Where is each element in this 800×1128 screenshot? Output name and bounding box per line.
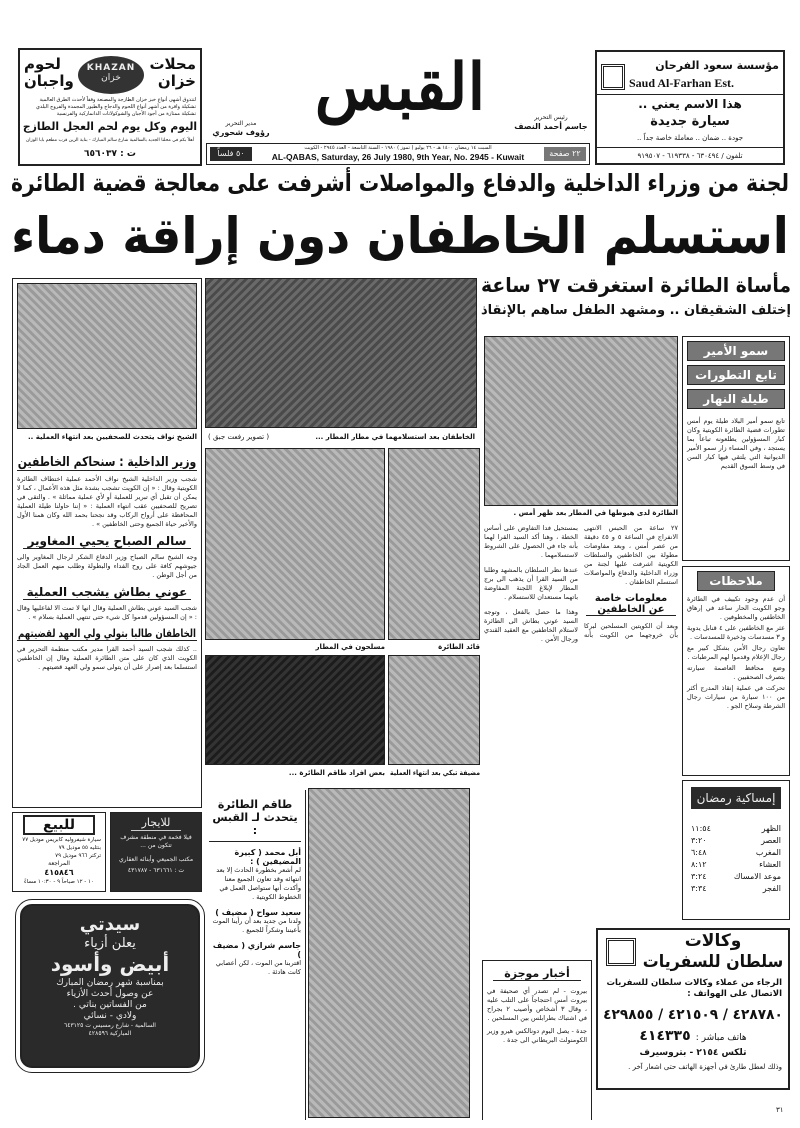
left-column-title: وزير الداخلية : سنحاكم الخاطفين [17,455,197,470]
sidi-line1: يعلن أزياء [84,936,136,951]
sidi-line6: ولادي - نسائي [83,1011,137,1021]
pages-badge: ٢٢ صفحة [544,147,586,161]
prayer-name: الفجر [762,884,781,893]
left-text-4: .. كذلك شجب السيد أحمد القرا مدير مكتب منظمة التحرير في الكويت الذي كان على متن الطائرة العملية وقال إن الخاطفين استسلما بعد إصرار على أن يتولى سمو ولي العهد قضيتهم . [17,645,197,671]
sale-title: للبيع [23,815,95,835]
khazan-bullet: تشكيلة وافرة من أشهر أنواع اللحوم والدجاج والطيور المجمدة والفروج البلدي [35,104,196,110]
center-story-text-2: وبعد أن الكويتين المسلحين لبركا بأن خروجهما من الكويت بأنه بمستحيل فدا التفاوض على أساس الخطة ، وهنا أكد السيد القرا لهما بأنه جاء في الحصول على الشروط لاستسلامهما . [484,524,678,639]
left-column [12,278,202,808]
prayer-name: العصر [761,836,781,845]
sub-hijackers-demand: الخاطفان طالبا بتولي ولي العهد لقضيتهم [17,627,197,640]
news-brief-title: أخبار موجزة [493,967,581,981]
khazan-logo-ar: خزان [101,73,121,83]
headline-main: استسلم الخاطفان دون إراقة دماء [11,207,789,265]
sidi-addr2: المباركية ٤٢٨٥٩٦ [88,1030,132,1037]
sidi-brand: سيدتي [79,914,141,935]
khazan-slogan: اليوم وكل يوم لحم العجل الطازج [22,120,198,133]
sultan-telex: تلكس ٢١٥٤ - بتروسيرف [639,1048,747,1058]
caption-crew: بعض افراد طاقم الطائرة ... [288,769,385,777]
sultan-phones: ٤٢٨٧٨٠ / ٤٢١٥٠٩ / ٤٢٩٨٥٥ [603,1007,783,1023]
prayer-time: ٨:١٢ [691,860,707,869]
editor-in-chief: جاسم أحمد النصف [514,122,588,131]
farhan-name-ar: مؤسسة سعود الفرحان [655,59,779,72]
ad-saud-al-farhan [595,50,785,165]
prayer-times-title: إمساكية رمضان [691,787,781,809]
prayer-name: المغرب [755,848,781,857]
photo-gunman [205,448,385,640]
dateline-bar [206,143,590,165]
news-item: بيروت - لم تصدر أي صحيفة في بيروت أمس احتجاجاً على التلب عليه ، وقال ٣ أشخاص وأصيب ٢ بجراح في اشتباك بطرابلس بين المسلحين . [487,987,587,1022]
photo-hijackers [205,278,477,428]
crew-name: جاسم شرازي ( مضيف ) [212,941,301,959]
rent-text: فيلا فخمة في منطقة مشرف تتكون من ... [120,834,192,849]
farhan-line3: جودة .. ضمان .. معاملة خاصة جداً .. [636,134,744,142]
story-right-title: مأساة الطائرة استغرقت ٢٧ ساعة [480,273,792,297]
ad-for-sale [12,812,106,892]
photo-captain [388,448,480,640]
prayer-times [682,780,790,920]
khazan-logo-en: KHAZAN [86,63,136,73]
center-story-text: ٢٧ ساعة من الحبس الانتهى الانفراج في الساعة ٥ و ٤٥ دقيقة من عصر أمس ، وبعد مفاوضات مطولة بين الخاطفين والسلطات الكويتية اشرفت عليها لجنة من وزراء الداخلية والدفاع والمواصلات استسلم الخاطفان . [584,524,678,586]
prayer-time: ٣:٢٤ [691,872,707,881]
sultan-direct: ٤١٤٣٣٥ [639,1028,691,1044]
sale-row: تركتر ٩٦٦ موديل ٧٩ [55,853,101,859]
sidi-line3: بمناسبة شهر رمضان المبارك [56,978,164,988]
date-english: AL-QABAS, Saturday, 26 July 1980, 9th Year, No. 2945 - Kuwait [271,152,525,162]
sale-contact-label: المراجعة [48,860,70,867]
caption-stewardess: مضيفة تبكي بعد انتهاء العملية [389,769,480,777]
date-arabic: السبت ١٤ رمضان ١٤٠٠ هـ - ٢٦ يوليو ( تموز ) ١٩٨٠ - السنة التاسعة - العدد ٢٩٤٥ - الكويت [304,145,492,151]
prayer-name: الظهر [761,824,781,833]
photo-sheikh-nawaf [17,283,197,429]
note-item: وضع محافظ العاصمة سيارته بتصرف الصحفيين . [687,664,785,681]
left-text-2: وجه الشيخ سالم الصباح وزير الدفاع الشكر لرجال المغاوير والى جيوشهم كافة على روح الفداء والبطولة وطلب منهم العمل الجاد من أجل الوطن . [17,553,197,579]
note-item: تعاون رجال الأمن بشكل كبير مع رجال الإعلام وقدموا لهم المرطبات . [687,644,785,661]
editor-in-chief-label: رئيس التحرير [534,114,568,121]
sultan-title2: سلطان للسفريات [642,952,784,972]
price-badge: ٥٠ فلساً [210,147,252,161]
photo-crew [205,655,385,765]
farhan-line2: سيارة جديدة [650,114,730,129]
page-number: ٣١ [776,1106,784,1114]
center-story [484,524,678,924]
rent-contact: مكتب الجميعي وأبنائه العقاري [118,856,194,863]
note-item: عثر مع الخاطفين على ٤ قنابل يدوية و ٣ مسدسات وذخيرة للمسدسات . [687,624,785,641]
farhan-line1: هذا الاسم يعني .. [638,97,742,111]
photo-plane [484,336,678,506]
caption-nawaf: الشيخ نواف يتحدث للصحفيين بعد انتهاء العملية .. [27,433,197,441]
center-story-text-3: عندها نظر السلطان بالمشهد وطلبا من السيد القرا أن يذهب الى برج المطار لإبلاغ اللجنة المفاوضة باتهما مستعدان للاستسلام . [484,566,578,601]
left-text-3: شجب السيد عوني بطاش العملية وقال انها لا تمت الا لفاعليها وقال : « إن المسؤولين قدموا كل شيء حتى تنتهي العملية بسلام » . [17,604,197,621]
sidi-addr1: السالمية - شارع رمسيس ت ٦٤٣١٢٥ [64,1022,156,1029]
sultan-text1: الرجاء من عملاء وكالات سلطان للسفريات الاتصال على الهواتف : [606,978,782,999]
ad-sidi-box [20,904,200,1068]
caption-hijackers: الخاطفان بعد استسلامهما في مطار المطار ... [315,433,475,441]
sultan-direct-row [602,1026,784,1047]
ad-sultan-travel [596,928,790,1090]
sidebar-tag: طيلة النهار [687,389,785,409]
khazan-bullet: لتتذوق أشهى أنواع خبز خزان الطازجة والمصنعة وفقاً لأحدث الطرق العالمية [39,97,196,103]
managing-editor: رؤوف شحوري [212,128,270,137]
farhan-phones: تلفون / ٦٣٠٤٩٤ - ٦١٩٣٣٨ - ٩١٩٥٠٧ [637,152,743,160]
sultan-title1: وكالات [684,931,742,951]
sub-hijackers-info: معلومات خاصة عن الخاطفين [586,593,676,616]
khazan-title-left: لحوم واجبان [24,55,74,90]
headline-kicker: لجنة من وزراء الداخلية والدفاع والمواصلات أشرفت على معالجة قضية الطائرة [10,169,790,197]
crew-text: لم أشعر بخطورة الحادث إلا بعد انتهائه وقد تعاون الجميع معنا وأكدت أنها ستواصل العمل في الخطوط الكويتية . [216,866,301,901]
khazan-title-right: محلات خزان [149,55,196,90]
sultan-logo-icon [606,938,636,966]
caption-gunmen: مسلحون في المطار [315,643,385,651]
left-text-1: شجب وزير الداخلية الشيخ نواف الأحمد عملية اختطاف الطائرة الكويتية وقال : « إن الكويت تشجب بشدة مثل هذه الأعمال ، كما لا يمكن أن تقبل أي تبرير للعملية أو لأي عملية مماثلة » . والتقى في تصريح للصحفيين عقب انتهاء العملية : « إننا حاولنا طيلة العملية المحافظة على أرواح الركاب وقد نجحنا بحمد الله وكان همنا الأول والأخير حياة الجميع وحتى الخاطفين » . [17,475,197,528]
news-brief [482,960,592,1120]
sale-row: بنتليه ٥٥ موديل ٧٩ [58,845,101,851]
caption-plane: الطائرة لدى هبوطها في المطار بعد ظهر أمس . [513,509,678,517]
prayer-time: ١١:٥٤ [691,824,711,833]
crew-text: ولدنا من جديد بعد أن رأينا الموت بأعيننا وشكراً للجميع . [212,917,301,934]
sale-phone: ٤١٥٨٤٦ [44,868,74,877]
notes-title: ملاحظات [697,571,775,591]
sidebar-tag: تابع التطورات [687,365,785,385]
khazan-address: أهلاً بكم في محلنا الجديد بالسالمية شارع سالم المبارك - بناية الزين قرب مطعم بابا الوزان [25,138,194,143]
sultan-note: وذلك لعطل طارئ في أجهزة الهاتف حتى اشعار آخر . [628,1063,782,1071]
crew-story-title: طاقم الطائرة يتحدث لـ القبس : [209,798,301,842]
prayer-time: ٣:٢٠ [691,836,707,845]
sale-hours: ١٠ - ١٢ صباحاً ٩ - ١٠:٣٠ مساءً [24,879,94,885]
sub-awni-battash: عوني بطاش يشجب العملية [23,585,191,600]
caption-photo-credit: ( تصوير رفعت جبق ) [208,433,270,441]
khazan-bullet: تشكيلة ممتازة من أجود الأجبان والشوكولاتات الدانماركية والفرنسية [56,111,196,117]
prayer-name: موعد الامساك [733,872,781,881]
sidi-line5: من الفساتين بناتي . [73,1000,147,1010]
masthead-logo: القبس [314,50,486,125]
ad-for-rent [110,812,202,892]
note-item: تحركت في عملية إنقاذ المدرج أكثر من ١٠٠ سيارة من سيارات رجال الشرطة وسلاح الجو . [687,684,785,710]
farhan-logo-icon [601,64,625,90]
sidebar-notes [682,566,790,776]
sub-salem-sabah: سالم الصباح يحيي المغاوير [23,534,191,549]
ad-khazan [18,48,202,166]
sale-row: سيارة شيفروليه كابريس موديل ٧٧ [22,837,101,843]
caption-captain: قائد الطائرة [438,643,480,651]
prayer-name: العشاء [759,860,781,869]
sidebar-tag: سمو الأمير [687,341,785,361]
sidi-line2: أبيض وأسود [50,952,170,976]
crew-text: اقتربنا من الموت ، لكن أعصابي كانت هادئة . [215,959,301,976]
prayer-time: ٣:٣٤ [691,884,707,893]
sidebar-emir [682,336,790,561]
sidebar-emir-text: تابع سمو أمير البلاد طيلة يوم أمس تطورات قضية الطائرة الكويتية وكان كبار المسؤولين يطلعونه تباعاً بما يستجد ، وفي المساء زار سمو الأمير الديوانية التي يلتقي فيها كبار السن في وسط السوق القديم [687,417,785,470]
sultan-direct-label: هاتف مباشر : [695,1033,747,1043]
story-right-subtitle: إختلف الشقيقان .. ومشهد الطفل ساهم بالإنقاذ [480,303,792,318]
news-item: جدة - يصل اليوم دونالكس هيرو وزير الكومنولث البريطاني الى جدة . [487,1027,587,1044]
prayer-time: ٦:٤٨ [691,848,707,857]
rent-title: للايجار [131,816,181,831]
crew-name: سعيد سواح ( مضيف ) [215,908,301,917]
crew-story [205,790,306,1120]
khazan-logo [78,56,144,94]
managing-editor-label: مدير التحرير [225,120,257,127]
photo-child [388,655,480,765]
photo-stewardess [308,788,470,1118]
khazan-phone: ت : ٦٥٦٠٣٧ [84,149,136,159]
farhan-name-en: Saud Al-Farhan Est. [629,76,735,90]
center-story-text-4: وهذا ما حصل بالفعل ، وتوجه السيد عوني بطاش الى الطائرة لاستلام الخاطفين مع العقيد القندي ورجال الأمن . [484,608,578,643]
rent-phones: ت : ٦٣١٦٦١ - ٤٣١٧٨٧ [127,867,185,874]
sidi-line4: عن وصول أحدث الأزياء [66,989,154,999]
crew-name: أبل محمد ( كبيرة المضيفين ) : [234,848,301,866]
note-item: أن عدم وجود تكييف في الطائرة وجو الكويت الحار ساعد في إرهاق الخاطفين والمخطوفين . [687,595,785,621]
